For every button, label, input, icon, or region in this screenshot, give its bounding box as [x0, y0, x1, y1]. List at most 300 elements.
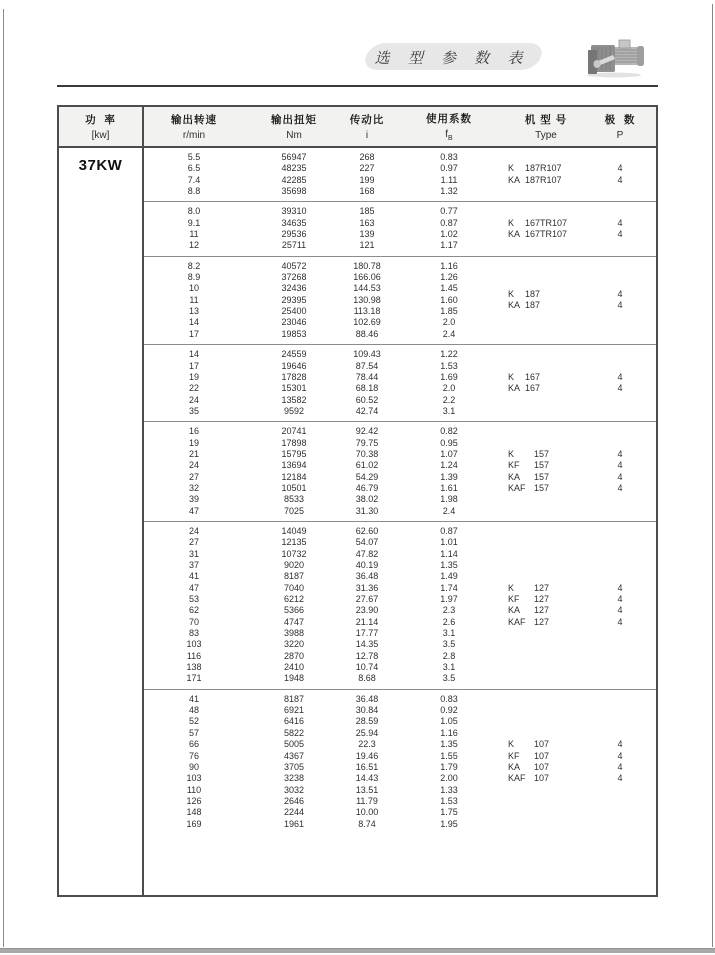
cell-output-torque: 19853 [281, 328, 307, 339]
cell-ratio: 87.54 [355, 360, 379, 371]
model-row [508, 594, 656, 605]
model-row [508, 460, 656, 471]
cell-output-speed: 24 [188, 394, 199, 405]
cell-output-torque: 3988 [283, 628, 305, 639]
cell-output-torque: 17898 [281, 437, 307, 448]
group-models [508, 526, 656, 685]
cell-output-speed: 48 [188, 705, 199, 716]
model-prefix: K [508, 163, 515, 174]
cell-model-type [508, 751, 584, 762]
cell-output-torque: 35698 [281, 186, 307, 197]
cell-ratio: 16.51 [355, 761, 379, 772]
cell-poles: 4 [617, 761, 623, 772]
model-row [508, 449, 656, 460]
cell-ratio: 40.19 [355, 560, 379, 570]
cell-service-factor: 1.49 [440, 571, 458, 582]
cell-output-torque: 2870 [283, 650, 305, 661]
cell-model-type [508, 449, 584, 460]
cell-model-type [508, 762, 584, 773]
cell-output-torque: 1961 [283, 818, 305, 829]
page-edge-right [712, 4, 713, 947]
model-row [508, 773, 656, 784]
cell-output-speed: 66 [188, 739, 199, 750]
model-prefix: KA [508, 174, 521, 185]
model-number: 127 [534, 605, 550, 616]
ratio-group [144, 522, 656, 690]
cell-service-factor: 1.24 [440, 460, 458, 471]
cell-output-torque: 12135 [281, 537, 307, 548]
cell-output-torque: 48235 [281, 163, 307, 174]
cell-output-speed: 8.0 [187, 206, 201, 217]
cell-output-torque: 29536 [281, 229, 307, 240]
cell-model-type [508, 483, 584, 494]
cell-service-factor: 1.05 [440, 716, 458, 727]
cell-output-torque: 10732 [281, 548, 307, 559]
cell-ratio: 54.07 [355, 537, 379, 548]
model-number: 167 [525, 383, 541, 394]
cell-service-factor: 1.07 [440, 448, 458, 459]
model-number: 127 [534, 582, 550, 593]
cell-output-speed: 57 [188, 727, 199, 738]
cell-poles: 4 [617, 371, 623, 382]
cell-service-factor: 1.85 [440, 306, 458, 317]
cell-service-factor: 2.0 [442, 317, 456, 328]
cell-service-factor: 2.4 [442, 505, 456, 516]
model-prefix: KAF [508, 482, 526, 493]
group-models [508, 426, 656, 517]
cell-output-speed: 70 [188, 616, 199, 627]
ratio-group [144, 257, 656, 345]
cell-service-factor: 0.83 [440, 152, 458, 162]
cell-service-factor: 2.6 [442, 616, 456, 627]
cell-ratio: 102.69 [353, 317, 381, 328]
group-models [508, 694, 656, 830]
cell-output-torque: 3705 [283, 761, 305, 772]
cell-output-torque: 15795 [281, 448, 307, 459]
page-title: 选 型 参 数 表 [374, 50, 530, 67]
cell-poles: 4 [617, 229, 623, 240]
cell-service-factor: 0.87 [440, 217, 458, 228]
cell-ratio: 61.02 [355, 460, 379, 471]
cell-ratio: 139 [359, 229, 375, 240]
cell-output-speed: 41 [188, 693, 199, 704]
cell-ratio: 25.94 [355, 727, 379, 738]
cell-output-speed: 171 [186, 673, 202, 684]
cell-service-factor: 1.14 [440, 548, 458, 559]
cell-output-torque: 17828 [281, 371, 307, 382]
cell-model-type [508, 372, 584, 383]
cell-output-speed: 39 [188, 494, 199, 505]
cell-service-factor: 1.45 [440, 283, 458, 294]
cell-ratio: 54.29 [355, 471, 379, 482]
cell-model-type [508, 163, 584, 174]
cell-service-factor: 1.97 [440, 594, 458, 605]
cell-output-torque: 4747 [283, 616, 305, 627]
cell-service-factor: 1.98 [440, 494, 458, 505]
cell-output-torque: 8187 [283, 693, 305, 704]
cell-output-torque: 15301 [281, 383, 307, 394]
model-number: 107 [534, 773, 550, 784]
cell-output-torque: 56947 [281, 152, 307, 162]
cell-output-speed: 126 [186, 795, 202, 806]
model-number: 157 [534, 471, 550, 482]
cell-service-factor: 2.2 [442, 394, 456, 405]
cell-output-speed: 35 [188, 405, 199, 416]
cell-service-factor: 1.02 [440, 229, 458, 240]
model-prefix: KA [508, 605, 521, 616]
cell-output-torque: 5366 [283, 605, 305, 616]
model-number: 107 [534, 761, 550, 772]
cell-ratio: 180.78 [353, 260, 381, 271]
cell-output-speed: 31 [188, 548, 199, 559]
ratio-group [144, 690, 656, 895]
cell-service-factor: 1.53 [440, 795, 458, 806]
cell-output-speed: 32 [188, 482, 199, 493]
model-row [508, 289, 656, 300]
cell-service-factor: 1.17 [440, 240, 458, 251]
cell-output-torque: 42285 [281, 174, 307, 185]
cell-output-speed: 16 [188, 426, 199, 437]
group-models [508, 206, 656, 251]
cell-output-torque: 13582 [281, 394, 307, 405]
cell-output-speed: 10 [188, 283, 199, 294]
cell-model-type [508, 229, 584, 240]
cell-poles: 4 [617, 482, 623, 493]
cell-output-torque: 10501 [281, 482, 307, 493]
cell-service-factor: 2.3 [442, 605, 456, 616]
cell-ratio: 8.74 [358, 818, 376, 829]
model-row [508, 175, 656, 186]
cell-ratio: 30.84 [355, 705, 379, 716]
cell-output-torque: 19646 [281, 360, 307, 371]
cell-output-torque: 3032 [283, 784, 305, 795]
cell-output-torque: 25400 [281, 306, 307, 317]
cell-output-speed: 90 [188, 761, 199, 772]
cell-output-speed: 17 [188, 328, 199, 339]
cell-poles: 4 [617, 289, 623, 300]
cell-output-speed: 8.9 [187, 272, 201, 283]
cell-output-torque: 8533 [283, 494, 305, 505]
cell-ratio: 109.43 [353, 349, 381, 360]
model-row [508, 472, 656, 483]
cell-output-speed: 8.2 [187, 260, 201, 271]
cell-service-factor: 2.8 [442, 650, 456, 661]
cell-service-factor: 0.77 [440, 206, 458, 217]
cell-ratio: 31.36 [355, 582, 379, 593]
cell-service-factor: 2.4 [442, 328, 456, 339]
cell-service-factor: 1.22 [440, 349, 458, 360]
cell-output-torque: 8187 [283, 571, 305, 582]
cell-output-torque: 6212 [283, 594, 305, 605]
cell-output-speed: 24 [188, 460, 199, 471]
cell-ratio: 47.82 [355, 548, 379, 559]
cell-output-speed: 22 [188, 383, 199, 394]
group-models [508, 261, 656, 340]
cell-output-torque: 7025 [283, 505, 305, 516]
cell-service-factor: 1.33 [440, 784, 458, 795]
cell-poles: 4 [617, 217, 623, 228]
model-row [508, 372, 656, 383]
cell-output-torque: 32436 [281, 283, 307, 294]
model-number: 187 [525, 300, 541, 311]
cell-ratio: 113.18 [353, 306, 381, 317]
cell-ratio: 28.59 [355, 716, 379, 727]
cell-service-factor: 1.60 [440, 294, 458, 305]
cell-output-torque: 13694 [281, 460, 307, 471]
cell-poles: 4 [617, 739, 623, 750]
cell-output-speed: 8.8 [187, 186, 201, 197]
cell-output-torque: 3238 [283, 773, 305, 784]
cell-service-factor: 1.35 [440, 560, 458, 570]
title-rule [57, 85, 658, 87]
cell-service-factor: 1.55 [440, 750, 458, 761]
cell-service-factor: 3.5 [442, 639, 456, 650]
cell-output-speed: 83 [188, 628, 199, 639]
header-service-factor: 使用系数 $f_B$ [426, 113, 472, 142]
cell-ratio: 166.06 [353, 272, 381, 283]
cell-model-type [508, 583, 584, 594]
cell-output-torque: 6921 [283, 705, 305, 716]
cell-service-factor: 1.39 [440, 471, 458, 482]
cell-ratio: 199 [359, 174, 375, 185]
cell-output-torque: 40572 [281, 260, 307, 271]
model-prefix: KAF [508, 616, 526, 627]
cell-output-speed: 110 [186, 784, 202, 795]
cell-service-factor: 1.11 [440, 174, 458, 185]
cell-service-factor: 1.26 [440, 272, 458, 283]
power-column [59, 107, 144, 895]
model-row [508, 583, 656, 594]
model-row [508, 751, 656, 762]
cell-ratio: 121 [359, 240, 375, 251]
model-prefix: KF [508, 750, 520, 761]
cell-service-factor: 1.61 [440, 482, 458, 493]
cell-output-torque: 2244 [283, 807, 305, 818]
table-groups [144, 148, 656, 895]
cell-ratio: 27.67 [355, 594, 379, 605]
header-model-type: 机 型 号 Type [524, 114, 568, 141]
cell-model-type [508, 289, 584, 300]
model-prefix: KF [508, 594, 520, 605]
cell-ratio: 38.02 [355, 494, 379, 505]
model-row [508, 300, 656, 311]
data-column [144, 107, 656, 895]
cell-output-torque: 12184 [281, 471, 307, 482]
cell-ratio: 13.51 [355, 784, 379, 795]
cell-model-type [508, 773, 584, 784]
cell-ratio: 14.35 [355, 639, 379, 650]
cell-poles: 4 [617, 605, 623, 616]
cell-output-torque: 3220 [283, 639, 305, 650]
model-row [508, 605, 656, 616]
model-prefix: K [508, 371, 515, 382]
cell-service-factor: 1.35 [440, 739, 458, 750]
cell-output-speed: 9.1 [187, 217, 201, 228]
cell-ratio: 19.46 [355, 750, 379, 761]
cell-ratio: 88.46 [355, 328, 379, 339]
cell-output-speed: 169 [186, 818, 202, 829]
cell-service-factor: 1.79 [440, 761, 458, 772]
model-prefix: K [508, 739, 515, 750]
cell-model-type [508, 617, 584, 628]
cell-output-speed: 116 [186, 650, 202, 661]
model-row [508, 218, 656, 229]
model-number: 157 [534, 482, 550, 493]
model-number: 187 [525, 289, 541, 300]
cell-ratio: 62.60 [355, 525, 379, 536]
cell-service-factor: 1.95 [440, 818, 458, 829]
cell-ratio: 227 [359, 163, 375, 174]
cell-output-speed: 17 [188, 360, 199, 371]
cell-service-factor: 0.97 [440, 163, 458, 174]
cell-output-torque: 4367 [283, 750, 305, 761]
cell-model-type [508, 218, 584, 229]
cell-poles: 4 [617, 750, 623, 761]
cell-output-speed: 41 [188, 571, 199, 582]
cell-output-torque: 24559 [281, 349, 307, 360]
cell-ratio: 21.14 [355, 616, 379, 627]
cell-output-torque: 20741 [281, 426, 307, 437]
cell-model-type [508, 594, 584, 605]
cell-service-factor: 1.16 [440, 727, 458, 738]
model-number: 107 [534, 750, 550, 761]
cell-ratio: 79.75 [355, 437, 379, 448]
cell-output-speed: 21 [188, 448, 199, 459]
cell-ratio: 10.00 [355, 807, 379, 818]
cell-output-speed: 7.4 [187, 174, 201, 185]
cell-ratio: 46.79 [355, 482, 379, 493]
cell-model-type [508, 460, 584, 471]
cell-output-torque: 23046 [281, 317, 307, 328]
cell-service-factor: 3.1 [442, 405, 456, 416]
header-ratio: 传动比 i [349, 114, 385, 141]
cell-output-speed: 19 [188, 371, 199, 382]
gearmotor-photo [583, 35, 647, 79]
cell-output-speed: 6.5 [187, 163, 201, 174]
cell-output-speed: 27 [188, 537, 199, 548]
cell-output-speed: 5.5 [187, 152, 201, 162]
model-number: 107 [534, 739, 550, 750]
cell-service-factor: 0.92 [440, 705, 458, 716]
header-poles: 极 数 P [604, 114, 636, 141]
cell-ratio: 168 [359, 186, 375, 197]
cell-poles: 4 [617, 448, 623, 459]
page-edge-bottom [0, 948, 715, 953]
cell-service-factor: 1.53 [440, 360, 458, 371]
cell-poles: 4 [617, 616, 623, 627]
model-row [508, 163, 656, 174]
cell-output-torque: 5822 [283, 727, 305, 738]
model-number: 157 [534, 448, 550, 459]
model-prefix: K [508, 448, 515, 459]
cell-output-torque: 2646 [283, 795, 305, 806]
model-number: 167TR107 [525, 217, 568, 228]
cell-ratio: 144.53 [353, 283, 381, 294]
cell-model-type [508, 175, 584, 186]
cell-output-speed: 27 [188, 471, 199, 482]
model-row [508, 739, 656, 750]
model-row [508, 762, 656, 773]
power-header [59, 107, 142, 148]
cell-output-torque: 25711 [281, 240, 307, 251]
group-models [508, 152, 656, 197]
model-row [508, 483, 656, 494]
service-factor-symbol: $f_B$ [445, 129, 453, 142]
cell-ratio: 12.78 [355, 650, 379, 661]
ratio-group [144, 422, 656, 522]
cell-service-factor: 3.5 [442, 673, 456, 684]
model-prefix: K [508, 217, 515, 228]
cell-service-factor: 2.0 [442, 383, 456, 394]
cell-service-factor: 3.1 [442, 628, 456, 639]
cell-output-speed: 14 [188, 349, 199, 360]
cell-output-speed: 103 [186, 639, 202, 650]
model-row [508, 229, 656, 240]
cell-ratio: 23.90 [355, 605, 379, 616]
cell-output-speed: 11 [189, 229, 199, 240]
cell-service-factor: 1.01 [440, 537, 458, 548]
cell-service-factor: 1.74 [440, 582, 458, 593]
cell-service-factor: 1.75 [440, 807, 458, 818]
cell-output-torque: 14049 [281, 525, 307, 536]
power-value: 37KW [78, 157, 123, 174]
cell-service-factor: 1.16 [440, 260, 458, 271]
model-row [508, 617, 656, 628]
cell-output-torque: 9020 [283, 560, 305, 570]
cell-ratio: 11.79 [356, 795, 378, 806]
cell-model-type [508, 605, 584, 616]
cell-ratio: 70.38 [355, 448, 379, 459]
page-edge-left [3, 9, 4, 947]
cell-ratio: 22.3 [358, 739, 376, 750]
cell-output-speed: 52 [188, 716, 199, 727]
cell-output-speed: 12 [188, 240, 199, 251]
model-prefix: K [508, 582, 515, 593]
cell-service-factor: 0.87 [440, 525, 458, 536]
cell-output-speed: 138 [186, 662, 202, 673]
model-prefix: KA [508, 471, 521, 482]
cell-ratio: 163 [359, 217, 375, 228]
cell-ratio: 8.68 [358, 673, 376, 684]
cell-output-speed: 53 [188, 594, 199, 605]
cell-output-speed: 62 [188, 605, 199, 616]
cell-ratio: 31.30 [355, 505, 379, 516]
cell-poles: 4 [617, 383, 623, 394]
cell-ratio: 130.98 [353, 294, 381, 305]
cell-ratio: 68.18 [355, 383, 379, 394]
cell-ratio: 10.74 [355, 662, 379, 673]
model-number: 187R107 [525, 163, 562, 174]
cell-output-torque: 34635 [281, 217, 307, 228]
cell-ratio: 36.48 [355, 693, 379, 704]
cell-service-factor: 0.95 [440, 437, 458, 448]
model-number: 157 [534, 460, 550, 471]
cell-ratio: 14.43 [355, 773, 379, 784]
cell-ratio: 36.48 [355, 571, 379, 582]
ratio-group [144, 345, 656, 422]
selection-parameter-table [57, 105, 658, 897]
cell-output-speed: 47 [188, 582, 199, 593]
cell-poles: 4 [617, 163, 623, 174]
cell-output-speed: 14 [188, 317, 199, 328]
cell-service-factor: 3.1 [442, 662, 456, 673]
cell-output-speed: 11 [189, 294, 199, 305]
cell-output-speed: 37 [188, 560, 199, 570]
cell-poles: 4 [617, 773, 623, 784]
table-header-row [144, 107, 656, 148]
cell-ratio: 78.44 [355, 371, 379, 382]
header-output-torque: 输出扭矩 Nm [271, 114, 317, 141]
